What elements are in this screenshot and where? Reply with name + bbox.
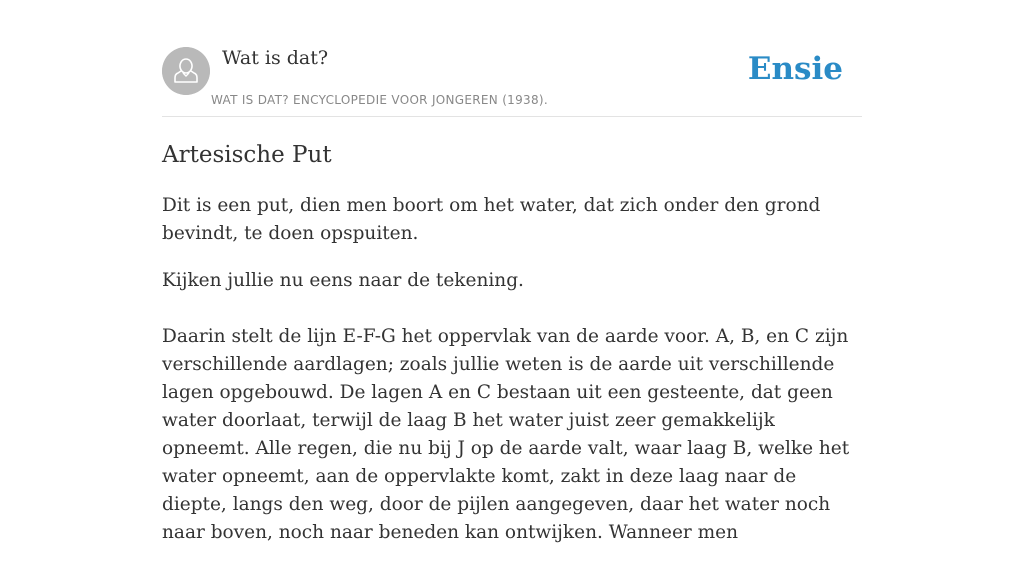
user-icon [162,47,210,95]
brand-logo[interactable]: Ensie [747,51,843,87]
article-paragraph: Dit is een put, dien men boort om het water, dat zich onder den grond bevindt, te doen opspuiten. [162,195,821,244]
source-subtitle[interactable]: WAT IS DAT? ENCYCLOPEDIE VOOR JONGEREN (1938). [211,93,549,107]
article-paragraph: Kijken jullie nu eens naar de tekening. [162,270,524,291]
source-title[interactable]: Wat is dat? [222,47,329,69]
avatar[interactable] [162,47,210,95]
article-body [162,192,862,566]
source-header [162,0,862,117]
article-paragraph: Daarin stelt de lijn E-F-G het oppervlak van de aarde voor. A, B, en C zijn verschillende aardlagen; zoals jullie weten is de aarde uit verschillende lagen opgebouwd. De lagen A en C bestaan uit een gesteente, dat geen water doorlaat, terwijl de laag B het water juist zeer gemakkelijk opneemt. Alle regen, die nu bij J op de aarde valt, waar laag B, welke het water opneemt, aan de oppervlakte komt, zakt in deze laag naar de diepte, langs den weg, door de pijlen aangegeven, daar het water noch naar boven, noch naar beneden kan ontwijken. Wanneer men [162,326,850,543]
article-title: Artesische Put [162,142,332,168]
page-container [162,0,862,543]
